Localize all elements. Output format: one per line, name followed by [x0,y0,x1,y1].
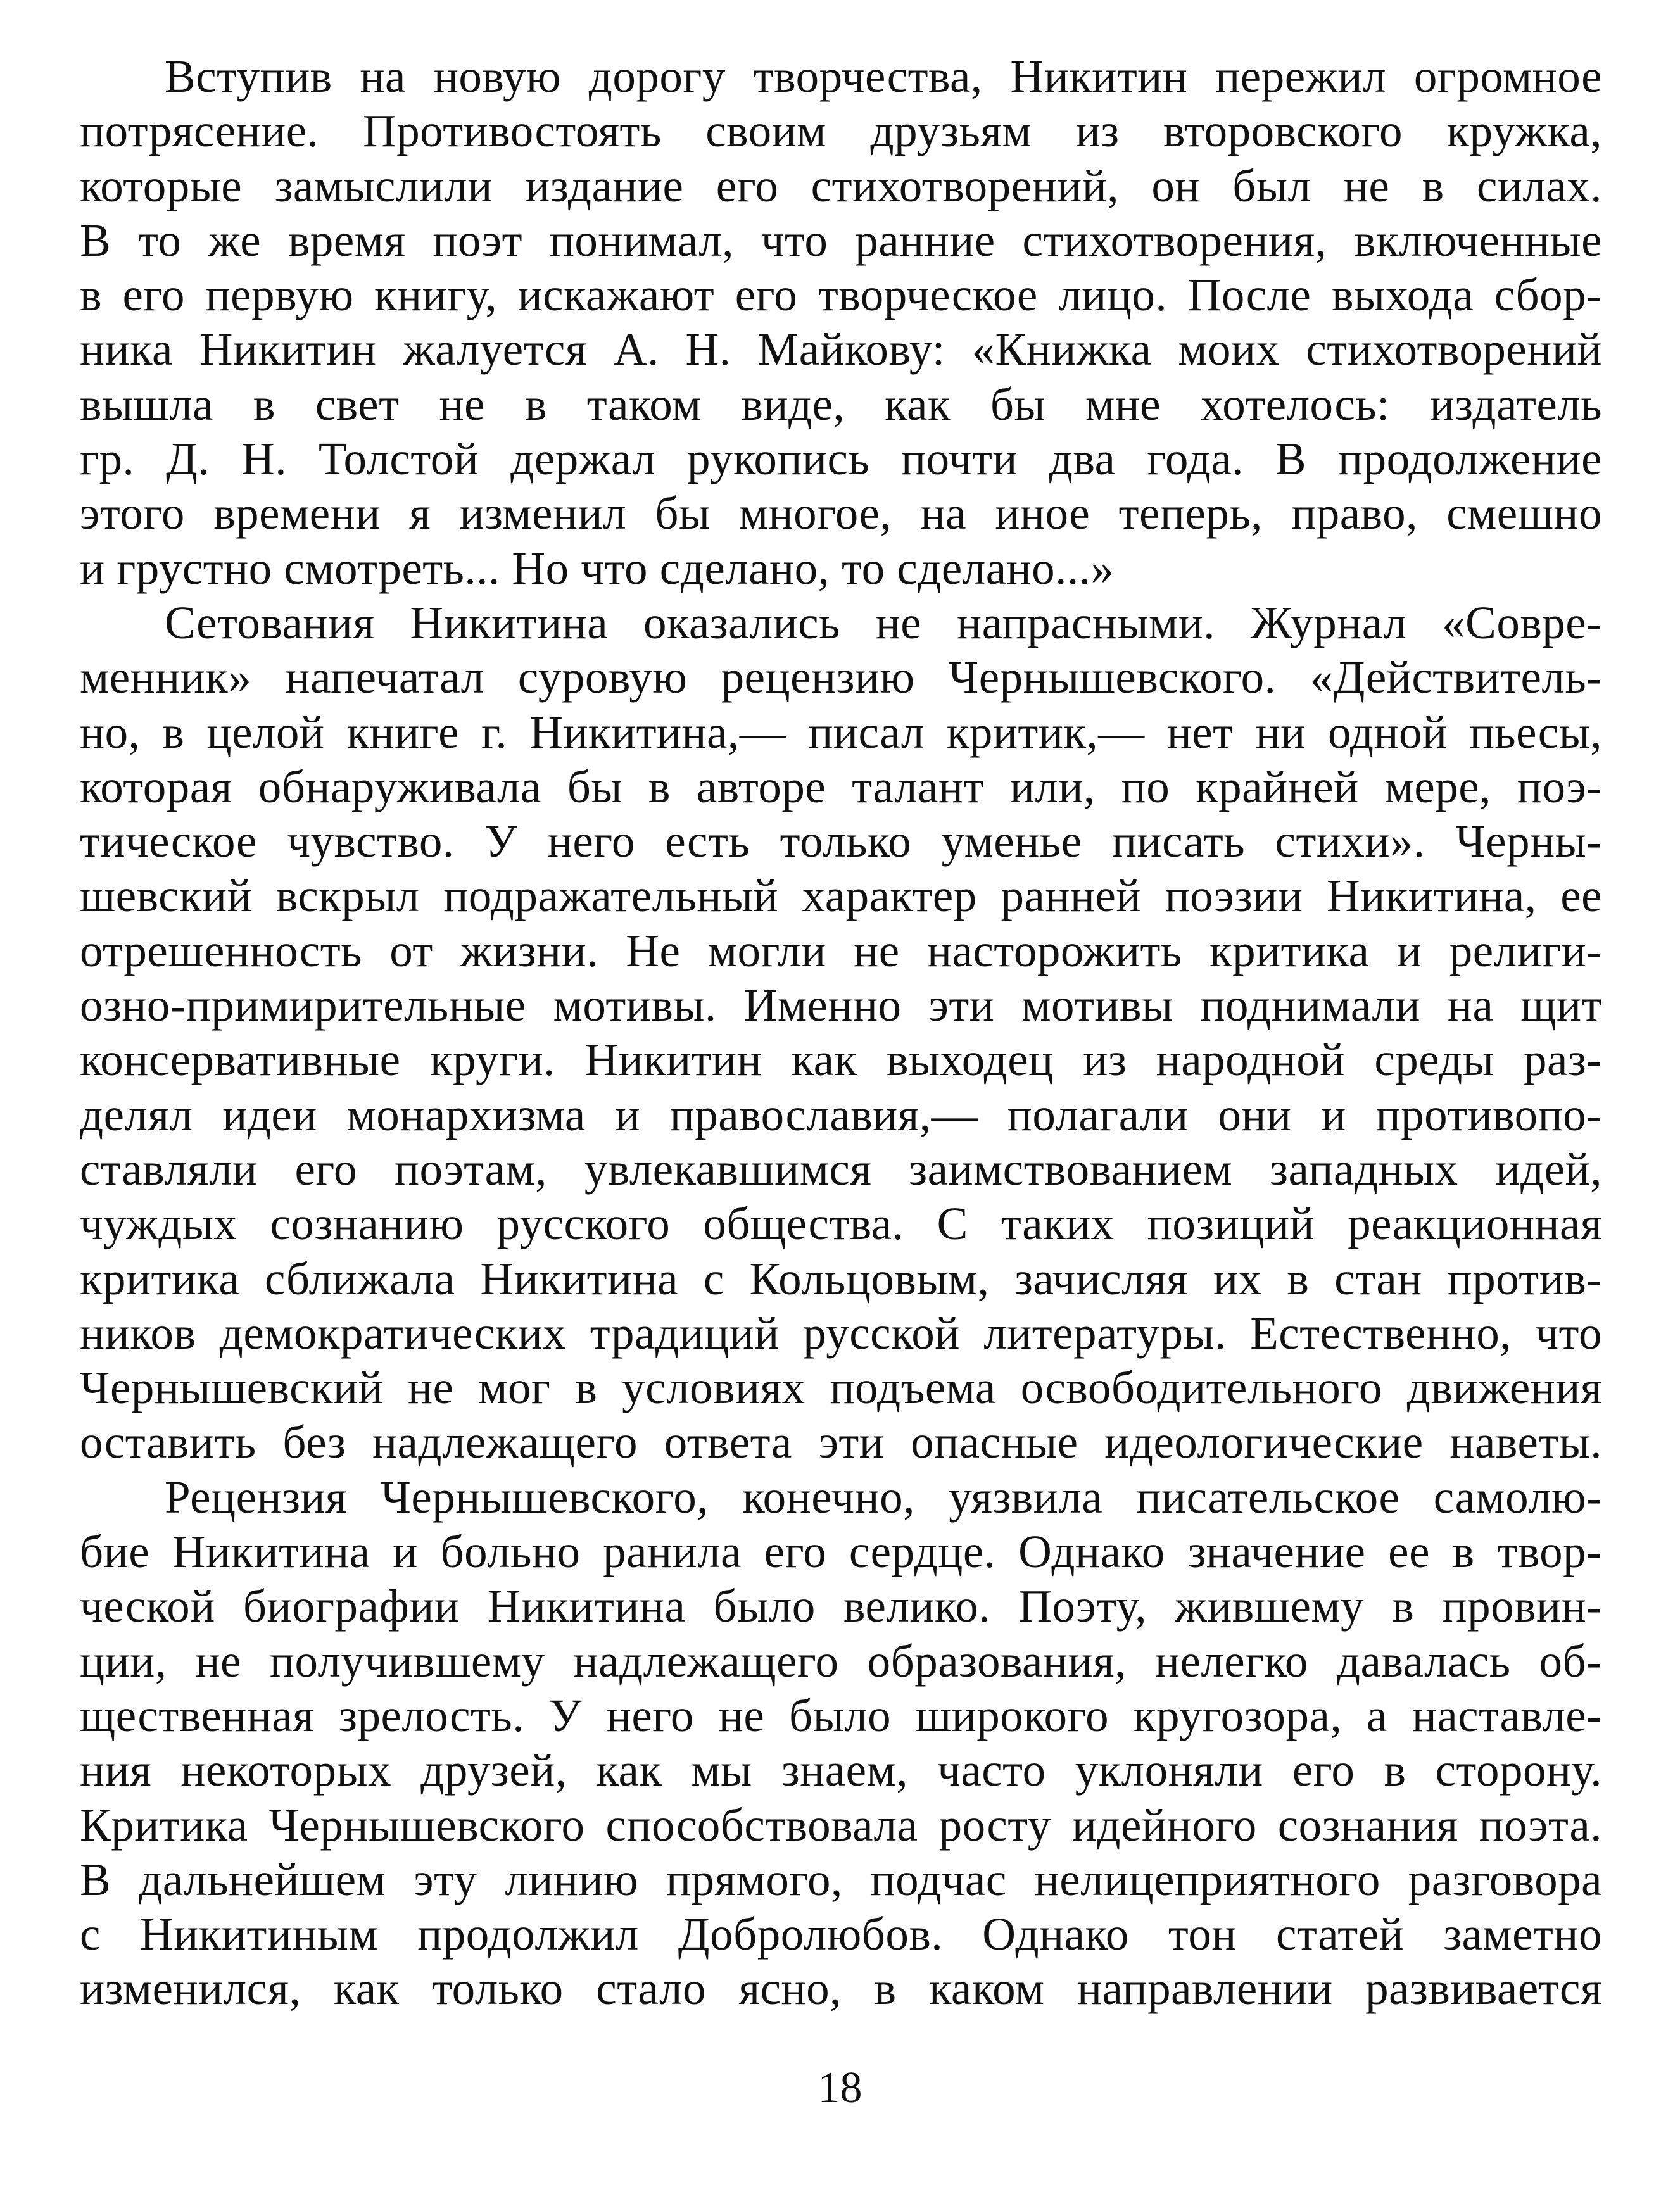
body-text [80,49,1602,2017]
text-line: вышла в свет не в таком виде, как бы мне хотелось: издатель [80,378,1602,430]
text-line: критика сближала Никитина с Кольцовым, зачисляя их в стан против- [80,1252,1602,1304]
text-line: озно-примирительные мотивы. Именно эти мотивы поднимали на щит [80,980,1602,1031]
text-line: Вступив на новую дорогу творчества, Никитин пережил огромное [165,51,1602,102]
text-line: шевский вскрыл подражательный характер ранней поэзии Никитина, ее [80,870,1602,922]
text-line: отрешенность от жизни. Не могли не насторожить критика и религи- [80,924,1602,976]
text-line: с Никитиным продолжил Добролюбов. Однако тон статей заметно [80,1908,1602,1960]
paragraph-1 [80,49,1602,596]
text-line: в его первую книгу, искажают его творческое лицо. После выхода сбор- [80,269,1602,321]
text-line: В то же время поэт понимал, что ранние стихотворения, включенные [80,214,1602,266]
text-line: ставляли его поэтам, увлекавшимся заимствованием западных идей, [80,1143,1602,1195]
text-line: менник» напечатал суровую рецензию Чернышевского. «Действитель- [80,652,1602,703]
text-line: Сетования Никитина оказались не напрасными. Журнал «Совре- [165,596,1602,648]
text-line: изменился, как только стало ясно, в каком направлении развивается [80,1963,1602,2015]
text-line: В дальнейшем эту линию прямого, подчас нелицеприятного разговора [80,1853,1602,1905]
text-line: делял идеи монархизма и православия,— полагали они и противопо- [80,1088,1602,1140]
text-line: гр. Д. Н. Толстой держал рукопись почти два года. В продолжение [80,433,1602,485]
text-line: которые замыслили издание его стихотворений, он был не в силах. [80,160,1602,211]
text-line: ников демократических традиций русской литературы. Естественно, что [80,1307,1602,1359]
text-line: ции, не получившему надлежащего образования, нелегко давалась об- [80,1635,1602,1687]
text-line: щественная зрелость. У него не было широкого кругозора, а наставле- [80,1689,1602,1741]
text-line: потрясение. Противостоять своим друзьям из второвского кружка, [80,105,1602,157]
text-line: оставить без надлежащего ответа эти опасные идеологические наветы. [80,1416,1602,1468]
text-line: бие Никитина и больно ранила его сердце. Однако значение ее в твор- [80,1526,1602,1578]
page-number: 18 [818,2064,862,2112]
text-line: и грустно смотреть... Но что сделано, то сделано...» [80,542,1115,594]
text-line: но, в целой книге г. Никитина,— писал критик,— нет ни одной пьесы, [80,706,1602,758]
text-line: этого времени я изменил бы многое, на иное теперь, право, смешно [80,488,1602,539]
text-line: чуждых сознанию русского общества. С таких позиций реакционная [80,1198,1602,1250]
text-line: Критика Чернышевского способствовала росту идейного сознания поэта. [80,1799,1602,1851]
text-line: Рецензия Чернышевского, конечно, уязвила писательское самолю- [165,1471,1602,1523]
text-line: консервативные круги. Никитин как выходец из народной среды раз- [80,1034,1602,1086]
text-line: которая обнаруживала бы в авторе талант или, по крайней мере, поэ- [80,760,1602,812]
paragraph-2 [80,596,1602,1470]
text-line: ния некоторых друзей, как мы знаем, часто уклоняли его в сторону. [80,1744,1602,1796]
paragraph-3 [80,1470,1602,2017]
text-line: тическое чувство. У него есть только уменье писать стихи». Черны- [80,816,1602,867]
text-line: ческой биографии Никитина было велико. Поэту, жившему в провин- [80,1580,1602,1632]
text-line: Чернышевский не мог в условиях подъема освободительного движения [80,1362,1602,1414]
text-line: ника Никитин жалуется А. Н. Майкову: «Книжка моих стихотворений [80,324,1602,375]
